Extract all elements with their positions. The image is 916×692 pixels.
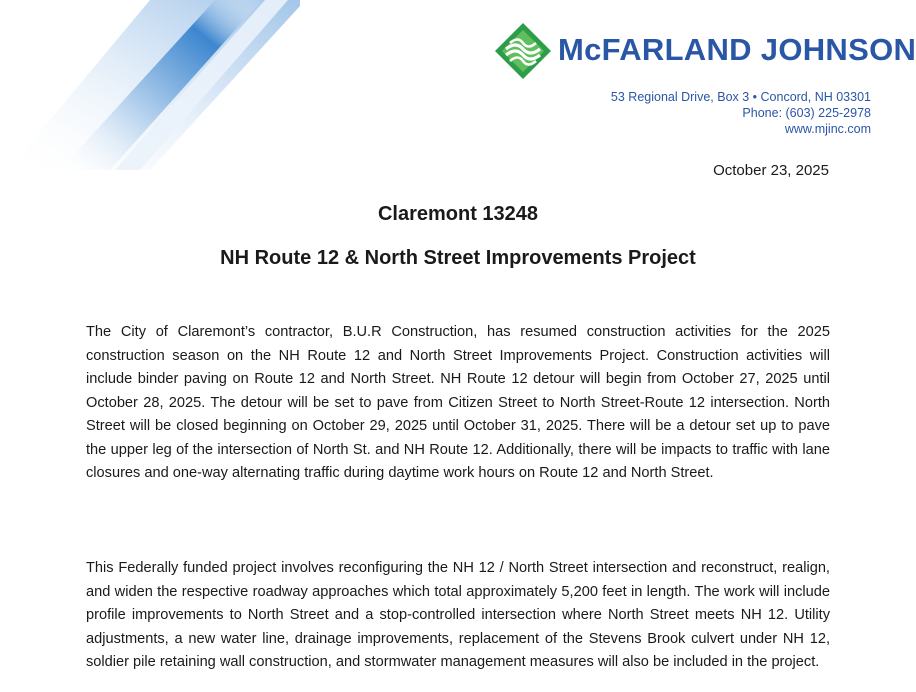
company-address: 53 Regional Drive, Box 3 • Concord, NH 03301 [610,90,871,104]
document-subtitle: NH Route 12 & North Street Improvements Project [220,247,696,269]
body-paragraph-2: This Federally funded project involves reconfiguring the NH 12 / North Street intersection and reconstruct, realign, and widen the respective roadway approaches which total approximately 5,200 feet in length. The work will include profile improvements to North Street and a stop-controlled intersection where North Street meets NH 12. Utility adjustments, a new water line, drainage improvements, replacement of the Stevens Brook culvert under NH 12, soldier pile retaining wall construction, and stormwater management measures will also be included in the project. [86,560,830,670]
mcfarland-johnson-logo-icon [494,22,552,80]
company-name: McFARLAND JOHNSON [558,32,916,67]
company-address-block [611,89,871,137]
decorative-blue-swoosh [0,0,300,170]
company-website: www.mjinc.com [784,122,871,136]
letter-date: October 23, 2025 [713,162,829,179]
document-title: Claremont 13248 [377,203,539,225]
body-paragraph-1: The City of Claremont’s contractor, B.U.R Construction, has resumed construction activities for the 2025 construction season on the NH Route 12 and North Street Improvements Project. Construction activities will include binder paving on Route 12 and North Street. NH Route 12 detour will begin from October 27, 2025 until October 28, 2025. The detour will be set to pave from Citizen Street to North Street-Route 12 intersection. North Street will be closed beginning on October 29, 2025 until October 31, 2025. There will be a detour set up to pave the upper leg of the intersection of North St. and NH Route 12. Additionally, there will be impacts to traffic with lane closures and one-way alternating traffic during daytime work hours on Route 12 and North Street. [86,324,830,481]
company-phone: Phone: (603) 225-2978 [742,106,871,120]
